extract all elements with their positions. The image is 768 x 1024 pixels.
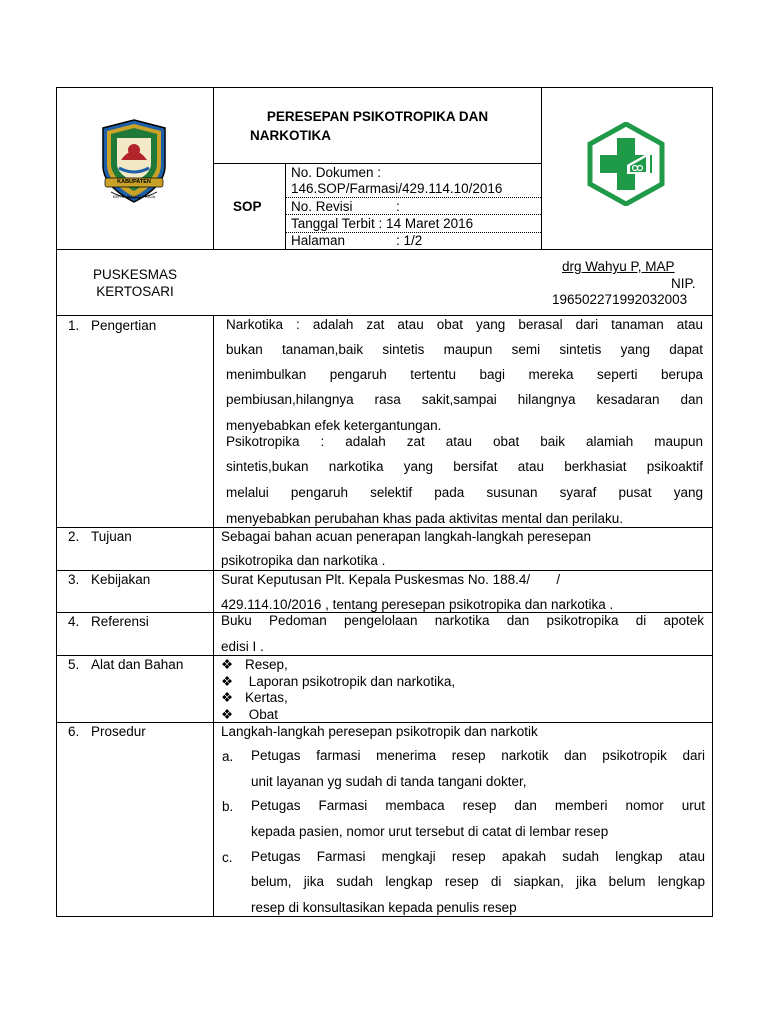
section-1-label: Pengertian bbox=[91, 318, 157, 333]
section-5-label: Alat dan Bahan bbox=[91, 657, 184, 672]
bullet-icon: ❖ bbox=[221, 657, 234, 672]
document-title-line-2: NARKOTIKA bbox=[250, 128, 331, 143]
pengertian-line-2: bukan tanaman,baik sintetis maupun semi sintetis yang dapat bbox=[226, 342, 703, 357]
section-4-number: 4. bbox=[68, 614, 80, 629]
section-3-label: Kebijakan bbox=[91, 572, 151, 587]
pengertian-line-1: Narkotika : adalah zat atau obat yang berasal dari tanaman atau bbox=[226, 317, 703, 332]
pengertian-line-8: melalui pengaruh selektif pada susunan syaraf pusat yang bbox=[226, 485, 703, 500]
tujuan-line-2: psikotropika dan narkotika . bbox=[221, 553, 386, 568]
prosedur-step-c-line-1: Petugas Farmasi mengkaji resep apakah sudah lengkap atau bbox=[251, 849, 705, 864]
section-6-number: 6. bbox=[68, 724, 80, 739]
dokumen-label: No. Dokumen : bbox=[291, 165, 382, 180]
revisi-label: No. Revisi bbox=[291, 199, 353, 214]
prosedur-step-c-line-2: belum, jika sudah lengkap resep di siapkan, jika belum lengkap bbox=[251, 874, 705, 889]
bullet-icon: ❖ bbox=[221, 707, 234, 722]
prosedur-step-a-line-1: Petugas farmasi menerima resep narkotik dan psikotropik dari bbox=[251, 748, 705, 763]
pengertian-line-7: sintetis,bukan narkotika yang bersifat atau berkhasiat psikoaktif bbox=[226, 459, 703, 474]
prosedur-step-b-line-2: kepada pasien, nomor urut tersebut di catat di lembar resep bbox=[251, 824, 609, 839]
halaman-label: Halaman bbox=[291, 233, 346, 248]
prosedur-step-a-line-2: unit layanan yg sudah di tanda tangani dokter, bbox=[251, 774, 527, 789]
header-divider-right bbox=[541, 87, 542, 250]
revisi-value: : bbox=[396, 199, 400, 214]
sop-label: SOP bbox=[233, 199, 262, 214]
bullet-icon: ❖ bbox=[221, 690, 234, 705]
pengertian-line-4: pembiusan,hilangnya rasa sakit,sampai hilangnya kesadaran dan bbox=[226, 392, 703, 407]
section-3-number: 3. bbox=[68, 572, 80, 587]
emblem-motto-text: KERTA BHAKTI PRAJA bbox=[112, 194, 156, 199]
alat-item-2: Laporan psikotropik dan narkotika, bbox=[245, 674, 456, 689]
prosedur-step-a-marker: a. bbox=[222, 749, 234, 764]
pengertian-line-9: menyebabkan perubahan khas pada aktivitas mental dan perilaku. bbox=[226, 511, 624, 526]
alat-item-1: Resep, bbox=[245, 657, 288, 672]
bullet-icon: ❖ bbox=[221, 674, 234, 689]
pengertian-line-5: menyebabkan efek ketergantungan. bbox=[226, 418, 442, 433]
section-4-label: Referensi bbox=[91, 614, 149, 629]
alat-item-3: Kertas, bbox=[245, 690, 288, 705]
referensi-line-1: Buku Pedoman pengelolaan narkotika dan psikotropika di apotek bbox=[221, 613, 704, 628]
kebijakan-line-2: 429.114.10/2016 , tentang peresepan psikotropika dan narkotika . bbox=[221, 597, 614, 612]
referensi-line-2: edisi I . bbox=[221, 639, 264, 654]
signer-nip: 196502271992032003 bbox=[552, 292, 688, 307]
pengertian-line-3: menimbulkan pengaruh tertentu bagi mereka seperti berupa bbox=[226, 367, 703, 382]
label-column-divider bbox=[213, 315, 214, 917]
section-1-number: 1. bbox=[68, 318, 80, 333]
dokumen-value: 146.SOP/Farmasi/429.114.10/2016 bbox=[291, 181, 503, 196]
section-5-number: 5. bbox=[68, 657, 80, 672]
section-6-label: Prosedur bbox=[91, 724, 146, 739]
prosedur-step-b-marker: b. bbox=[222, 799, 234, 814]
prosedur-step-c-line-3: resep di konsultasikan kepada penulis resep bbox=[251, 900, 517, 915]
puskesmas-logo bbox=[586, 122, 666, 206]
section-2-number: 2. bbox=[68, 529, 80, 544]
halaman-value: : 1/2 bbox=[396, 233, 423, 248]
tanggal-terbit: Tanggal Terbit : 14 Maret 2016 bbox=[291, 216, 474, 231]
sop-document-frame bbox=[56, 87, 713, 917]
alat-item-4: Obat bbox=[245, 707, 279, 722]
pengertian-line-6: Psikotropika : adalah zat atau obat baik alamiah maupun bbox=[226, 434, 703, 449]
org-name-line-1: PUSKESMAS bbox=[92, 267, 178, 282]
section-2-label: Tujuan bbox=[91, 529, 132, 544]
tujuan-line-1: Sebagai bahan acuan penerapan langkah-langkah peresepan bbox=[221, 529, 592, 544]
kebijakan-line-1: Surat Keputusan Plt. Kepala Puskesmas No. 188.4/ / bbox=[221, 572, 561, 587]
document-title-line-1: PERESEPAN PSIKOTROPIKA DAN bbox=[266, 109, 489, 124]
org-name-line-2: KERTOSARI bbox=[96, 284, 174, 299]
prosedur-step-c-marker: c. bbox=[222, 850, 233, 865]
regional-emblem-logo bbox=[99, 118, 169, 206]
org-row-bottom-line bbox=[56, 315, 713, 316]
signer-nip-label: NIP. bbox=[671, 276, 696, 291]
header-bottom-line bbox=[56, 249, 713, 250]
emblem-banner-text: KABUPATEN bbox=[117, 179, 151, 185]
prosedur-step-b-line-1: Petugas Farmasi membaca resep dan memberi nomor urut bbox=[251, 798, 705, 813]
signer-name: drg Wahyu P, MAP bbox=[562, 259, 675, 274]
prosedur-intro: Langkah-langkah peresepan psikotropik dan narkotik bbox=[221, 724, 538, 739]
sop-divider bbox=[285, 163, 286, 250]
